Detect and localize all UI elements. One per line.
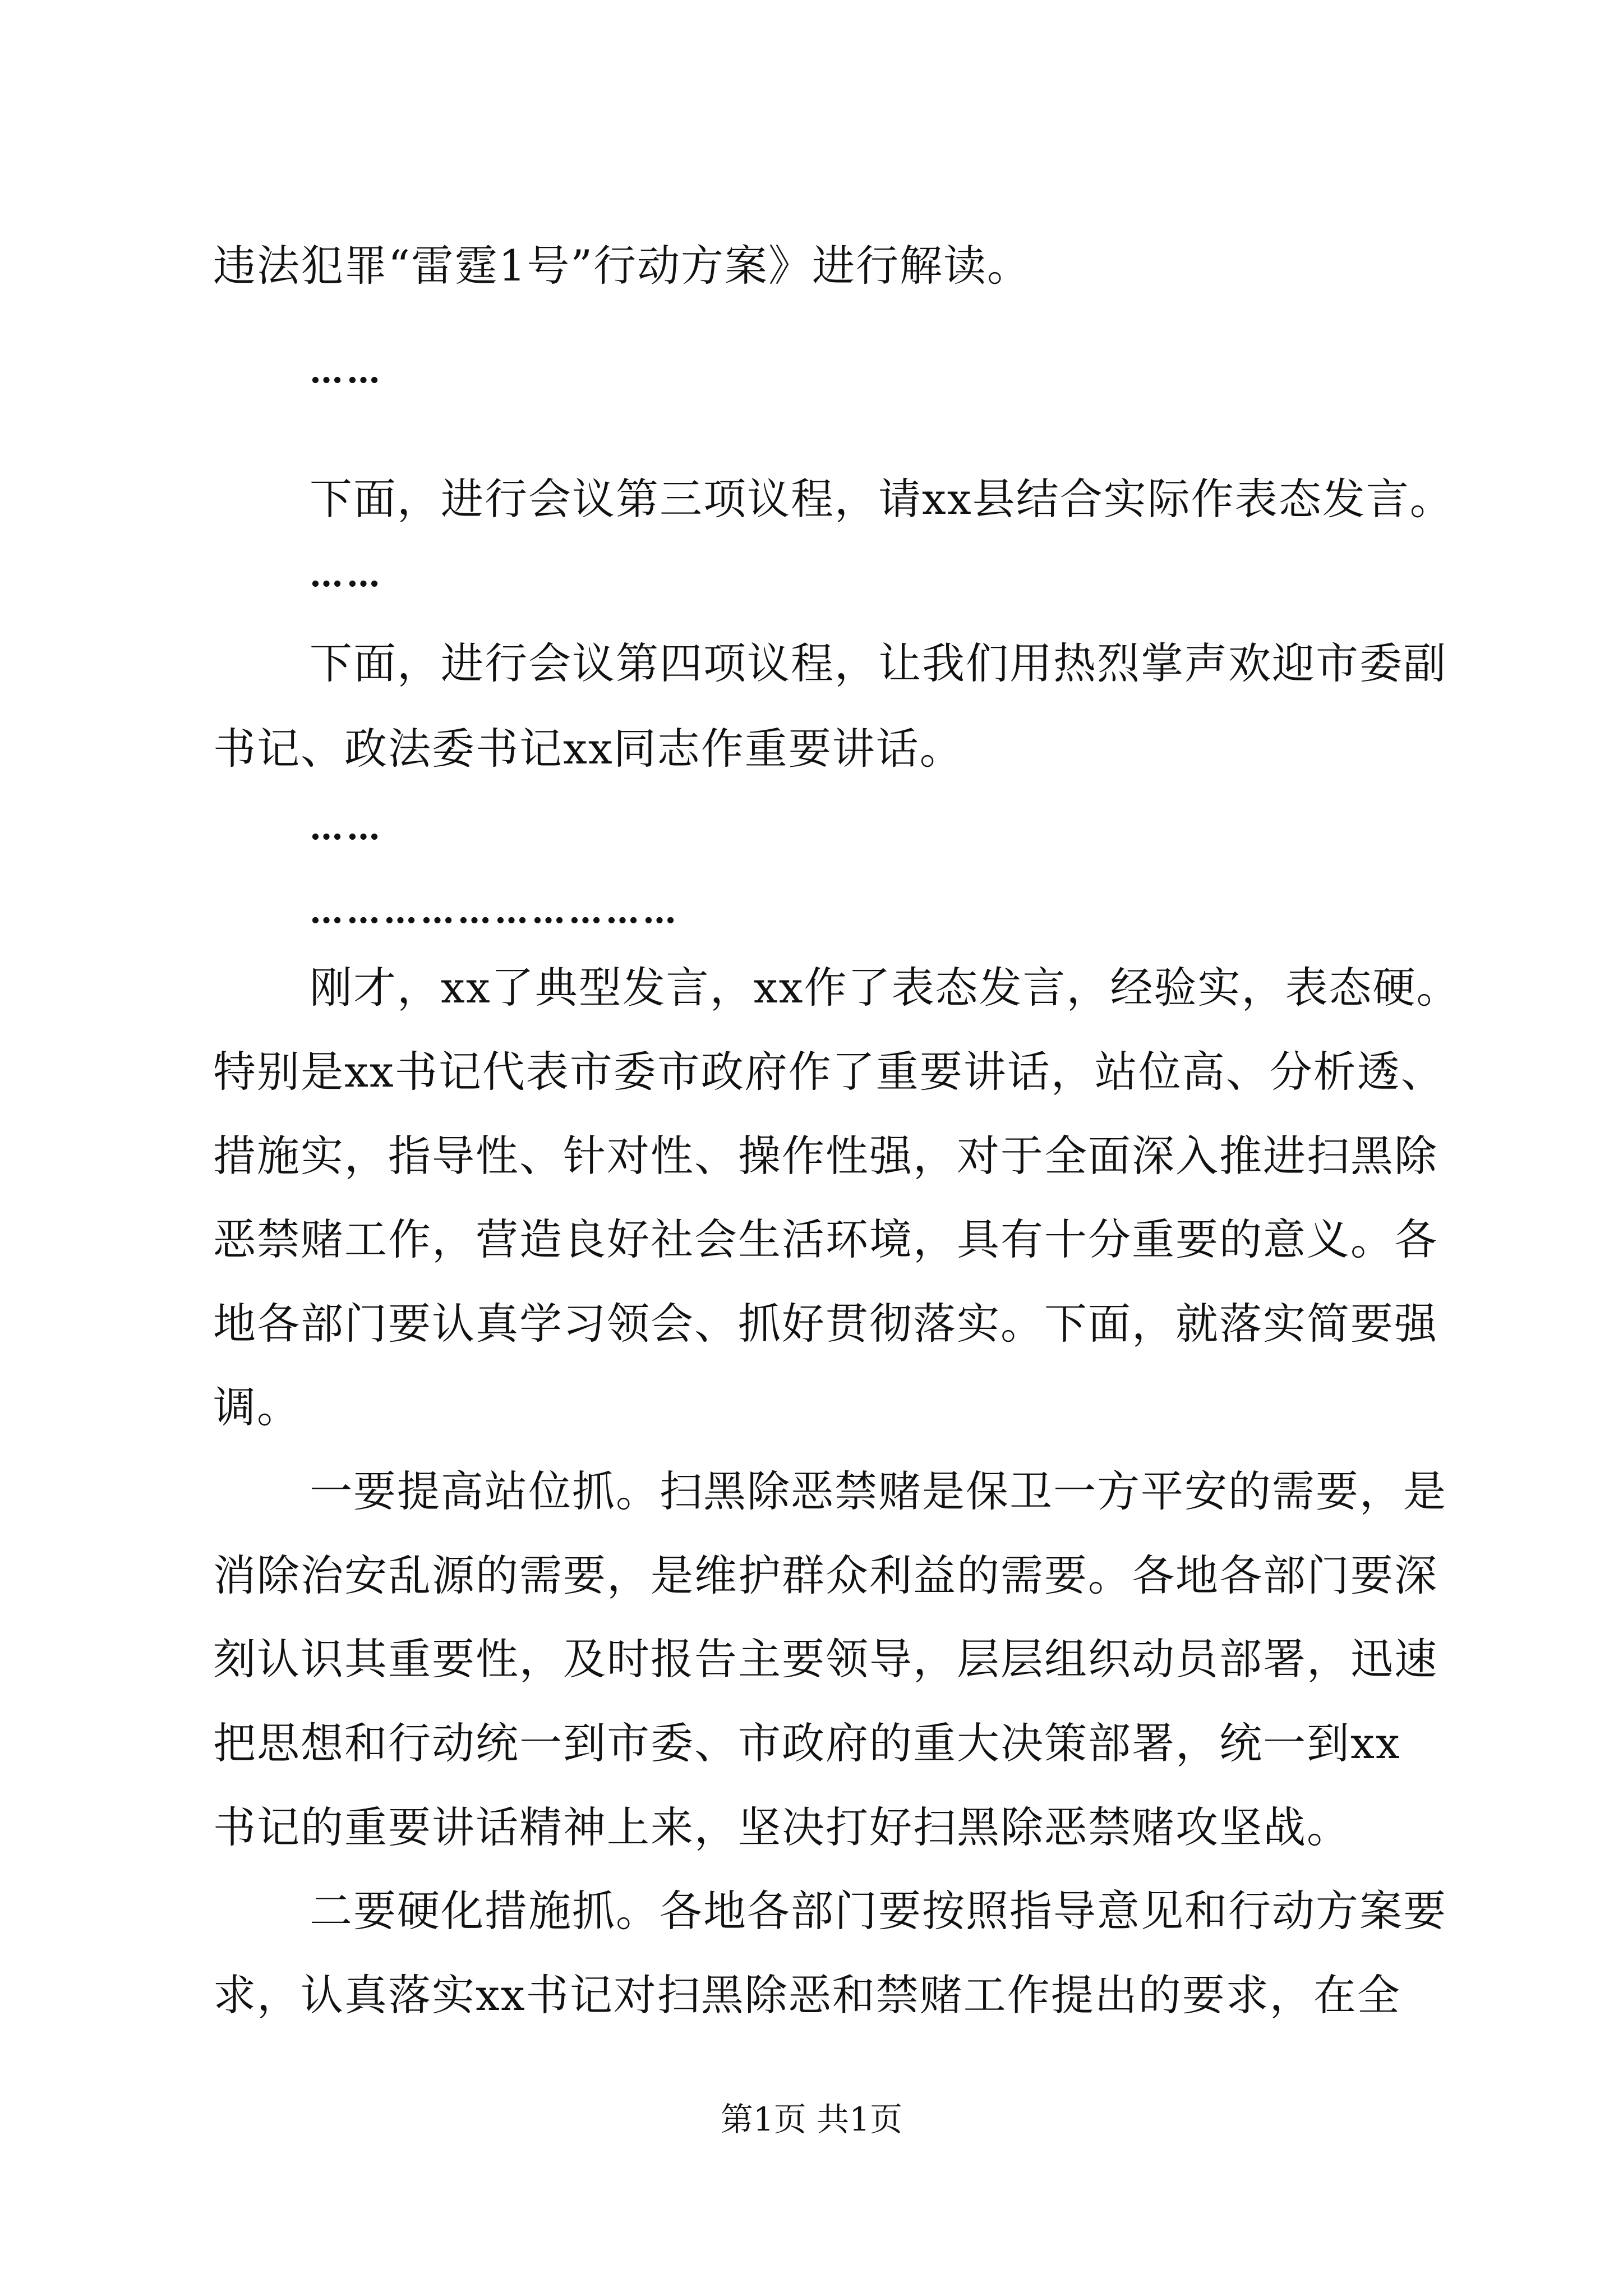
text-line-8: 恶禁赌工作，营造良好社会生活环境，具有十分重要的意义。各 (213, 1214, 1438, 1264)
text-line-17: 求，认真落实xx书记对扫黑除恶和禁赌工作提出的要求，在全 (213, 1970, 1401, 2020)
page-footer: 第1页 共1页 (720, 2100, 903, 2138)
ellipsis-line-3: …… (310, 808, 384, 848)
text-line-11: 一要提高站位抓。扫黑除恶禁赌是保卫一方平安的需要，是 (310, 1466, 1447, 1516)
text-line-3: 下面，进行会议第四项议程，让我们用热烈掌声欢迎市委副 (310, 638, 1447, 688)
text-line-12: 消除治安乱源的需要，是维护群众利益的需要。各地各部门要深 (213, 1550, 1438, 1600)
text-line-13: 刻认识其重要性，及时报告主要领导，层层组织动员部署，迅速 (213, 1634, 1438, 1684)
ellipsis-line-1: …… (310, 352, 384, 391)
text-line-6: 特别是xx书记代表市委市政府作了重要讲话，站位高、分析透、 (213, 1047, 1445, 1097)
text-line-15: 书记的重要讲话精神上来，坚决打好扫黑除恶禁赌攻坚战。 (213, 1802, 1350, 1852)
text-line-9: 地各部门要认真学习领会、抓好贯彻落实。下面，就落实简要强 (213, 1299, 1438, 1349)
text-line-7: 措施实，指导性、针对性、操作性强，对于全面深入推进扫黑除 (213, 1131, 1438, 1181)
ellipsis-line-2: …… (310, 555, 384, 595)
text-line-5: 刚才，xx了典型发言，xx作了表态发言，经验实，表态硬。 (310, 963, 1460, 1013)
text-line-10: 调。 (213, 1382, 301, 1432)
ellipsis-line-long: ………………………… (310, 892, 680, 931)
text-line-4: 书记、政法委书记xx同志作重要讲话。 (213, 724, 963, 774)
text-line-16: 二要硬化措施抓。各地各部门要按照指导意见和行动方案要 (310, 1886, 1447, 1936)
text-line-2: 下面，进行会议第三项议程，请xx县结合实际作表态发言。 (310, 474, 1454, 524)
text-line-14: 把思想和行动统一到市委、市政府的重大决策部署，统一到xx (213, 1718, 1401, 1768)
text-line-1: 违法犯罪“雷霆1号”行动方案》进行解读。 (213, 241, 1031, 291)
